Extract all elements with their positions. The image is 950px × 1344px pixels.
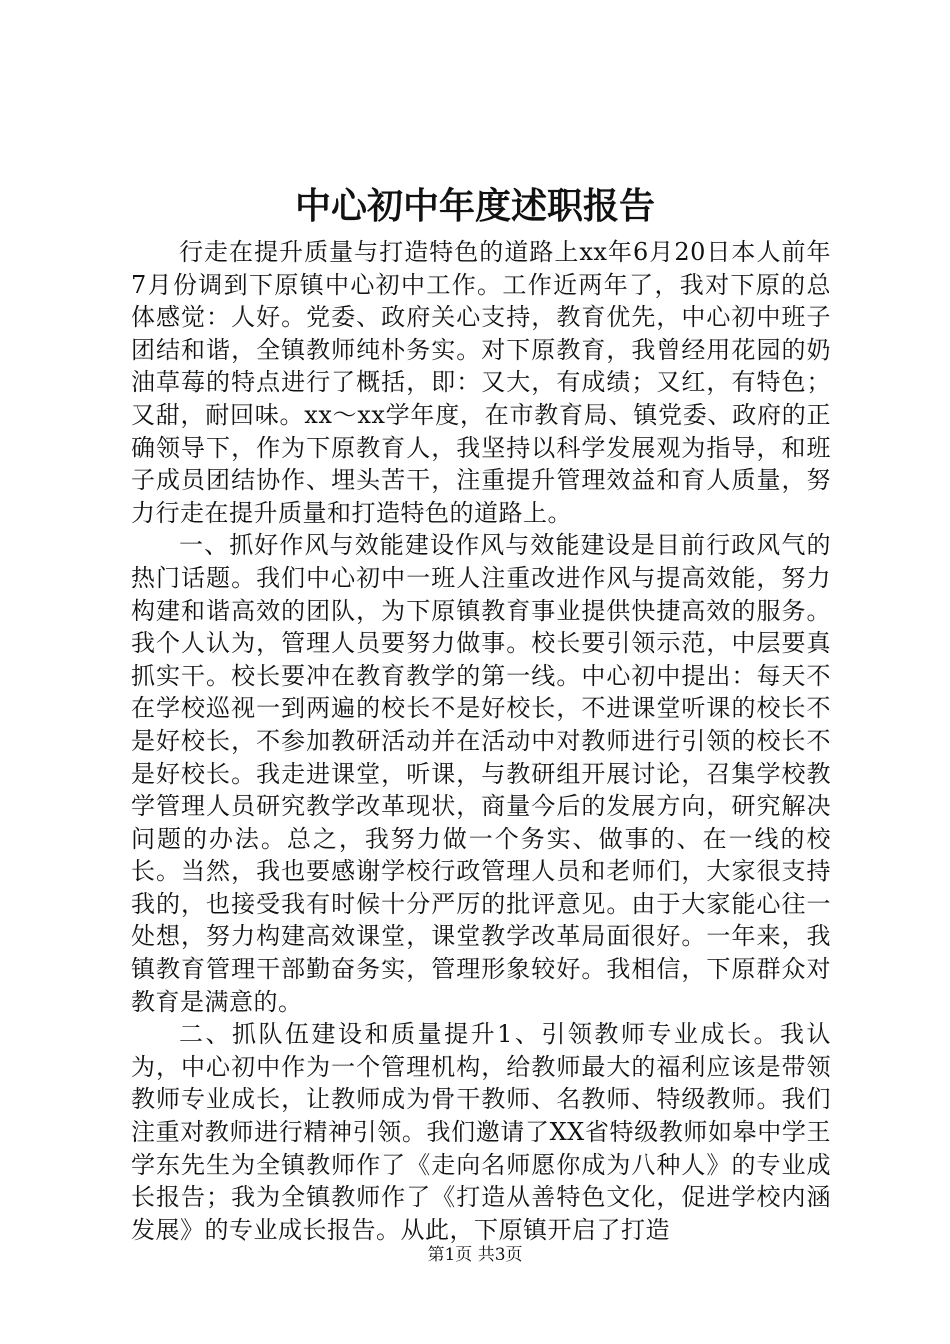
paragraph-section-two: 二、抓队伍建设和质量提升1、引领教师专业成长。我认为，中心初中作为一个管理机构，给教师最大的福利应该是带领教师专业成长，让教师成为骨干教师、名教师、特级教师。我们注重对教师进行精神引领。我们邀请了XX省特级教师如皋中学王学东先生为全镇教师作了《走向名师愿你成为八种人》的专业成长报告；我为全镇教师作了《打造从善特色文化，促进学校内涵发展》的专业成长报告。从此，下原镇开启了打造 [131,1020,831,1244]
paragraph-intro: 行走在提升质量与打造特色的道路上xx年6月20日本人前年7月份调到下原镇中心初中工作。工作近两年了，我对下原的总体感觉：人好。党委、政府关心支持，教育优先，中心初中班子团结和谐，全镇教师纯朴务实。对下原教育，我曾经用花园的奶油草莓的特点进行了概括，即：又大，有成绩；又红，有特色；又甜，耐回味。xx～xx学年度，在市教育局、镇党委、政府的正确领导下，作为下原教育人，我坚持以科学发展观为指导，和班子成员团结协作、埋头苦干，注重提升管理效益和育人质量，努力行走在提升质量和打造特色的道路上。 [131,238,831,527]
paragraph-section-one: 一、抓好作风与效能建设作风与效能建设是目前行政风气的热门话题。我们中心初中一班人注重改进作风与提高效能，努力构建和谐高效的团队，为下原镇教育事业提供快捷高效的服务。我个人认为，管理人员要努力做事。校长要引领示范，中层要真抓实干。校长要冲在教育教学的第一线。中心初中提出：每天不在学校巡视一到两遍的校长不是好校长，不进课堂听课的校长不是好校长，不参加教研活动并在活动中对教师进行引领的校长不是好校长。我走进课堂，听课，与教研组开展讨论，召集学校教学管理人员研究教学改革现状，商量今后的发展方向，研究解决问题的办法。总之，我努力做一个务实、做事的、在一线的校长。当然，我也要感谢学校行政管理人员和老师们，大家很支持我的，也接受我有时候十分严厉的批评意见。由于大家能心往一处想，努力构建高效课堂，课堂教学改革局面很好。一年来，我镇教育管理干部勤奋务实，管理形象较好。我相信，下原群众对教育是满意的。 [131,531,831,1016]
page-footer: 第1页 共3页 [427,1245,523,1265]
document-body [131,236,831,1246]
document-title: 中心初中年度述职报告 [294,186,655,227]
